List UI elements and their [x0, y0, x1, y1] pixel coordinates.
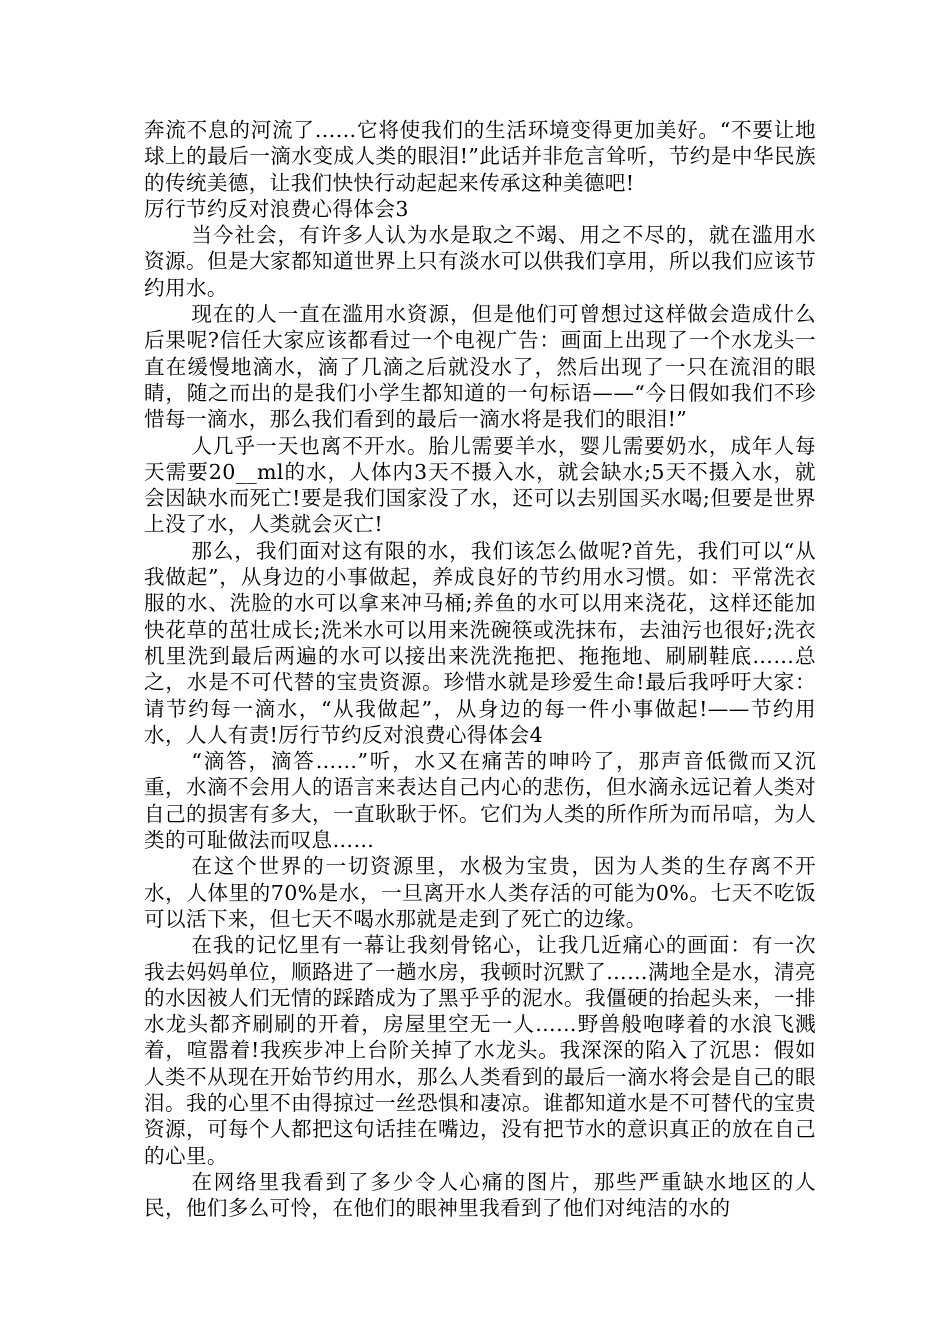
- paragraph: 人几乎一天也离不开水。胎儿需要羊水，婴儿需要奶水，成年人每天需要20__ml的水，人体内3天不摄入水，就会缺水;5天不摄入水，就会因缺水而死亡!要是我们国家没了水，还可以去别国买水喝;但要是世界上没了水，人类就会灭亡!: [144, 433, 816, 537]
- paragraph-continuation: 奔流不息的河流了……它将使我们的生活环境变得更加美好。“不要让地球上的最后一滴水变成人类的眼泪!”此话并非危言耸听，节约是中华民族的传统美德，让我们快快行动起起来传承这种美德吧!: [144, 118, 816, 195]
- paragraph: 那么，我们面对这有限的水，我们该怎么做呢?首先，我们可以“从我做起”，从身边的小事做起，养成良好的节约用水习惯。如：平常洗衣服的水、洗脸的水可以拿来冲马桶;养鱼的水可以用来浇花，这样还能加快花草的茁壮成长;洗米水可以用来洗碗筷或洗抹布，去油污也很好;洗衣机里洗到最后两遍的水可以接出来洗洗拖把、拖拖地、刷刷鞋底……总之，水是不可代替的宝贵资源。珍惜水就是珍爱生命!最后我呼吁大家：请节约每一滴水，“从我做起”，从身边的每一件小事做起!——节约用水，人人有责!厉行节约反对浪费心得体会4: [144, 538, 816, 747]
- paragraph: 在我的记忆里有一幕让我刻骨铭心，让我几近痛心的画面：有一次我去妈妈单位，顺路进了一趟水房，我顿时沉默了……满地全是水，清亮的水因被人们无情的踩踏成为了黑乎乎的泥水。我僵硬的抬起头来，一排水龙头都齐刷刷的开着，房屋里空无一人……野兽般咆哮着的水浪飞溅着，喧嚣着!我疾步冲上台阶关掉了水龙头。我深深的陷入了沉思：假如人类不从现在开始节约用水，那么人类看到的最后一滴水将会是自己的眼泪。我的心里不由得掠过一丝恐惧和凄凉。谁都知道水是不可替代的宝贵资源，可每个人都把这句话挂在嘴边，没有把节水的意识真正的放在自己的心里。: [144, 933, 816, 1168]
- paragraph: 在这个世界的一切资源里，水极为宝贵，因为人类的生存离不开水，人体里的70%是水，一旦离开水人类存活的可能为0%。七天不吃饭可以活下来，但七天不喝水那就是走到了死亡的边缘。: [144, 854, 816, 931]
- section-heading-3: 厉行节约反对浪费心得体会3: [144, 196, 409, 221]
- document-body: [144, 117, 816, 1221]
- paragraph: “滴答，滴答……”听，水又在痛苦的呻吟了，那声音低微而又沉重，水滴不会用人的语言来表达自己内心的悲伤，但水滴永远记着人类对自己的损害有多大，一直耿耿于怀。它们为人类的所作所为而吊唁，为人类的可耻做法而叹息……: [144, 749, 816, 853]
- paragraph: 现在的人一直在滥用水资源，但是他们可曾想过这样做会造成什么后果呢?信任大家应该都看过一个电视广告：画面上出现了一个水龙头一直在缓慢地滴水，滴了几滴之后就没水了，然后出现了一只在流泪的眼睛，随之而出的是我们小学生都知道的一句标语——“今日假如我们不珍惜每一滴水，那么我们看到的最后一滴水将是我们的眼泪!”: [144, 302, 816, 432]
- paragraph: 当今社会，有许多人认为水是取之不竭、用之不尽的，就在滥用水资源。但是大家都知道世界上只有淡水可以供我们享用，所以我们应该节约用水。: [144, 223, 816, 300]
- paragraph: 在网络里我看到了多少令人心痛的图片，那些严重缺水地区的人民，他们多么可怜，在他们的眼神里我看到了他们对纯洁的水的: [144, 1169, 816, 1221]
